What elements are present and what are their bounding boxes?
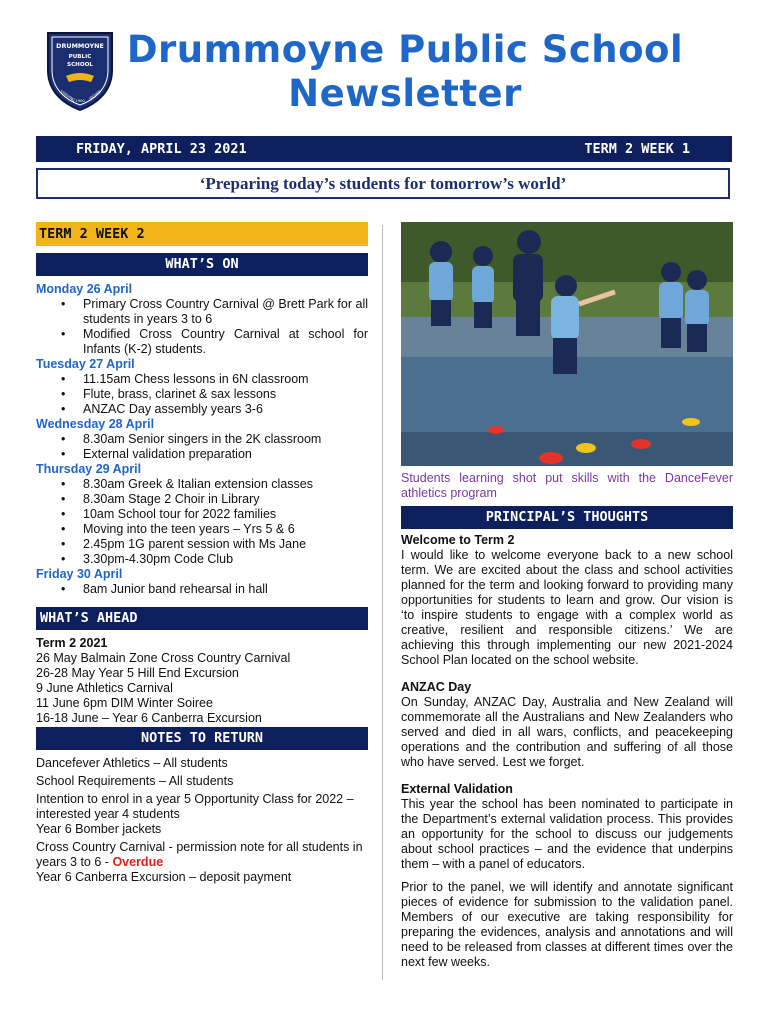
note-text: Year 6 Canberra Excursion – deposit payment: [36, 870, 292, 884]
ahead-item: 16-18 June – Year 6 Canberra Excursion: [36, 711, 262, 725]
event-item: • 2.45pm 1G parent session with Ms Jane: [83, 537, 368, 552]
day-events: [36, 372, 368, 417]
whats-on-list: [36, 282, 368, 597]
logo-motto-right: HIGHER: [88, 89, 103, 101]
note-item: School Requirements – All students: [36, 774, 234, 788]
ahead-item: 26 May Balmain Zone Cross Country Carnival: [36, 651, 291, 665]
validation-heading: External Validation: [401, 782, 513, 796]
note-text: Cross Country Carnival - permission note for all students in years 3 to 6 -: [36, 840, 363, 869]
whats-ahead-heading: WHAT’S AHEAD: [36, 607, 368, 630]
event-item: • ANZAC Day assembly years 3-6: [83, 402, 368, 417]
event-item: • 11.15am Chess lessons in 6N classroom: [83, 372, 368, 387]
event-item: • 10am School tour for 2022 families: [83, 507, 368, 522]
event-item: • 8am Junior band rehearsal in hall: [83, 582, 368, 597]
day-events: [36, 477, 368, 567]
validation-text-2: Prior to the panel, we will identify and annotate significant pieces of evidence for submission to the validation panel. Members of our executive are taking responsibility for preparing the evidences, analysis and annotations and will need to be released from classes at different times over the next few weeks.: [401, 880, 733, 969]
logo-line3: SCHOOL: [67, 62, 93, 68]
anzac-text: On Sunday, ANZAC Day, Australia and New Zealand will commemorate all the Australians and New Zealanders who served and died in all wars, conflicts, and peacekeeping operations and the contribution and suffering of all those who have served. Lest we forget.: [401, 695, 733, 769]
whats-on-heading: WHAT’S ON: [36, 253, 368, 276]
note-text: Year 6 Bomber jackets: [36, 822, 162, 836]
term-week: TERM 2 WEEK 1: [584, 141, 690, 157]
whats-ahead-list: [36, 636, 368, 726]
school-motto: ‘Preparing today’s students for tomorrow’s world’: [36, 168, 730, 199]
event-item: • Modified Cross Country Carnival at school for Infants (K-2) students.: [83, 327, 368, 357]
principal-thoughts: [401, 533, 733, 970]
issue-date: FRIDAY, APRIL 23 2021: [76, 141, 247, 157]
welcome-heading: Welcome to Term 2: [401, 533, 515, 547]
note-item: Dancefever Athletics – All students: [36, 756, 228, 770]
day-heading: Friday 30 April: [36, 567, 123, 581]
event-item: • Flute, brass, clarinet & sax lessons: [83, 387, 368, 402]
day-heading: Wednesday 28 April: [36, 417, 155, 431]
day-events: [36, 297, 368, 357]
term-label: TERM 2 WEEK 2: [36, 222, 368, 246]
day-heading: Tuesday 27 April: [36, 357, 135, 371]
day-heading: Thursday 29 April: [36, 462, 142, 476]
notes-list: [36, 756, 368, 888]
day-events: [36, 432, 368, 462]
shot-put-photo: [401, 222, 733, 466]
column-divider: [382, 225, 383, 980]
note-item: [36, 840, 368, 885]
anzac-heading: ANZAC Day: [401, 680, 472, 694]
note-item: [36, 792, 368, 837]
logo-name: DRUMMOYNE: [56, 42, 104, 50]
event-item: • Primary Cross Country Carnival @ Brett Park for all students in years 3 to 6: [83, 297, 368, 327]
event-item: • 8.30am Stage 2 Choir in Library: [83, 492, 368, 507]
logo-year: 1900: [75, 98, 85, 103]
ahead-item: 11 June 6pm DIM Winter Soiree: [36, 696, 213, 710]
event-item: • 3.30pm-4.30pm Code Club: [83, 552, 368, 567]
notes-heading: NOTES TO RETURN: [36, 727, 368, 750]
date-bar: [36, 136, 732, 162]
event-item: • 8.30am Senior singers in the 2K classroom: [83, 432, 368, 447]
newsletter-subtitle: Newsletter: [288, 72, 522, 115]
newsletter-title: Drummoyne Public School: [126, 28, 684, 71]
note-text: Intention to enrol in a year 5 Opportunity Class for 2022 – interested year 4 students: [36, 792, 354, 821]
overdue-flag: Overdue: [112, 855, 164, 869]
photo-caption: Students learning shot put skills with the DanceFever athletics program: [401, 471, 733, 500]
event-item: • External validation preparation: [83, 447, 368, 462]
principal-heading: PRINCIPAL’S THOUGHTS: [401, 506, 733, 529]
event-item: • 8.30am Greek & Italian extension classes: [83, 477, 368, 492]
logo-line2: PUBLIC: [68, 54, 92, 60]
event-item: • Moving into the teen years – Yrs 5 & 6: [83, 522, 368, 537]
day-events: [36, 582, 368, 597]
day-heading: Monday 26 April: [36, 282, 133, 296]
ahead-subheading: Term 2 2021: [36, 636, 108, 650]
validation-text: This year the school has been nominated to participate in the Department’s external validation process. This provides an opportunity for the school to discuss our judgements about school practices – and the evidence that underpins them – with a panel of educators.: [401, 797, 733, 871]
ahead-item: 9 June Athletics Carnival: [36, 681, 173, 695]
ahead-item: 26-28 May Year 5 Hill End Excursion: [36, 666, 239, 680]
welcome-text: I would like to welcome everyone back to a new school term. We are excited about the class and school activities planned for the term and looking forward to providing many opportunities for students to learn and grow. Our vision is ‘to inspire students to engage with a complex world as creative, resilient and responsible citizens.’ We are achieving this through implementing our new 2021-2024 School Plan located on the school website.: [401, 548, 733, 667]
logo-motto-left: STRIVING: [59, 89, 76, 103]
